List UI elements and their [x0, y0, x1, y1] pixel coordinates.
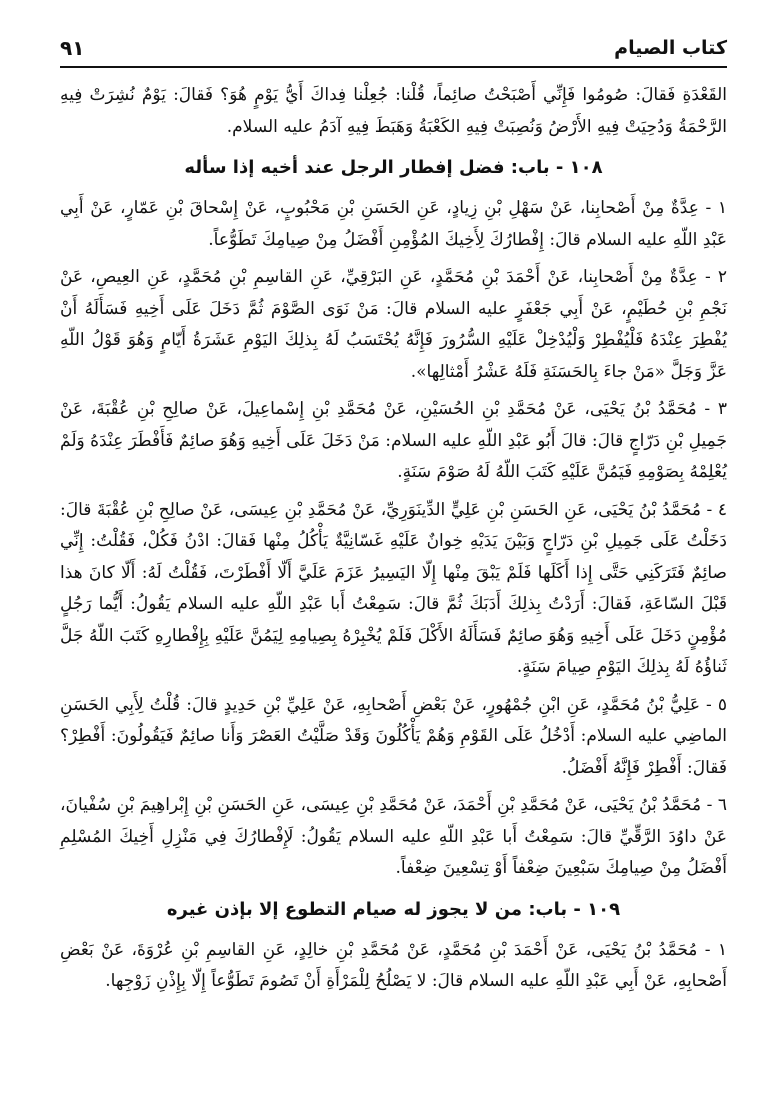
hadith-1: ١ - عِدَّةٌ مِنْ أَصْحابِنا، عَنْ سَهْلِ بْنِ زِيادٍ، عَنِ الحَسَنِ بْنِ مَحْبُوبٍ، عَنْ إِسْحاقَ بْنِ عَمّارٍ، عَنْ أَبِي عَبْدِ اللّهِ عليه السلام قالَ: إِفْطارُكَ لِأَخِيكَ المُؤْمِنِ أَفْضَلُ مِنْ صِيامِكَ تَطَوُّعاً. — [60, 198, 727, 250]
hadith-5: ٥ - عَلِيُّ بْنُ مُحَمَّدٍ، عَنِ ابْنِ جُمْهُورٍ، عَنْ بَعْضِ أَصْحابِهِ، عَنْ عَلِيِّ بْنِ حَدِيدٍ قالَ: قُلْتُ لِأَبِي الحَسَنِ الماضِي عليه السلام: أَدْخُلُ عَلَى القَوْمِ وَهُمْ يَأْكُلُونَ وَقَدْ صَلَّيْتُ العَصْرَ وَأَنا صائِمٌ فَيَقُولُونَ: أَفْطِرْ؟ فَقالَ: أَفْطِرْ فَإِنَّهُ أَفْضَلُ. — [60, 694, 727, 778]
hadith-3: ٣ - مُحَمَّدُ بْنُ يَحْيَى، عَنْ مُحَمَّدِ بْنِ الحُسَيْنِ، عَنْ مُحَمَّدِ بْنِ إِسْماعِيلَ، عَنْ صالِحِ بْنِ عُقْبَةَ، عَنْ جَمِيلِ بْنِ دَرّاجٍ قالَ: قالَ أَبُو عَبْدِ اللّهِ عليه السلام: مَنْ دَخَلَ عَلَى أَخِيهِ وَهُوَ صائِمٌ فَأَفْطَرَ عِنْدَهُ وَلَمْ يُعْلِمْهُ بِصَوْمِهِ فَيَمُنَّ عَلَيْهِ كَتَبَ اللّهُ لَهُ صَوْمَ سَنَةٍ. — [60, 399, 727, 482]
chapter-heading-108: ١٠٨ - باب: فضل إفطار الرجل عند أخيه إذا سأله — [184, 157, 603, 178]
chapter-heading-109: ١٠٩ - باب: من لا يجوز له صيام التطوع إلا بإذن غيره — [166, 898, 621, 920]
hadith-2: ٢ - عِدَّةٌ مِنْ أَصْحابِنا، عَنْ أَحْمَدَ بْنِ مُحَمَّدٍ، عَنِ البَرْقِيِّ، عَنِ القاسِمِ بْنِ مُحَمَّدٍ، عَنِ العِيصِ، عَنْ نَجْمِ بْنِ حُطَيْمٍ، عَنْ أَبِي جَعْفَرٍ عليه السلام قالَ: مَنْ نَوَى الصَّوْمَ ثُمَّ دَخَلَ عَلَى أَخِيهِ فَسَأَلَهُ أَنْ يُفْطِرَ عِنْدَهُ فَلْيُفْطِرْ وَلْيُدْخِلْ عَلَيْهِ السُّرُورَ فَإِنَّهُ يُحْتَسَبُ لَهُ بِذلِكَ اليَوْمِ عَشَرَةُ أَيّامٍ وَهُوَ قَوْلُ اللّهِ عَزَّ وَجَلَّ «مَنْ جاءَ بِالحَسَنَةِ فَلَهُ عَشْرُ أَمْثالِها». — [60, 267, 727, 382]
page-number: ٩١ — [60, 36, 85, 60]
intro-paragraph: القَعْدَةِ فَقالَ: صُومُوا فَإِنِّي أَصْبَحْتُ صائِماً، قُلْنا: جُعِلْنا فِداكَ أَيُّ يَوْمٍ هُوَ؟ فَقالَ: يَوْمٌ نُشِرَتْ فِيهِ الرَّحْمَةُ وَدُحِيَتْ فِيهِ الأَرْضُ وَنُصِبَتْ فِيهِ الكَعْبَةُ وَهَبَطَ فِيهِ آدَمُ عليه السلام. — [60, 85, 727, 137]
page-body — [60, 80, 727, 1004]
header-rule — [60, 66, 727, 68]
hadith-6: ٦ - مُحَمَّدُ بْنُ يَحْيَى، عَنْ مُحَمَّدِ بْنِ أَحْمَدَ، عَنْ مُحَمَّدِ بْنِ عِيسَى، عَنِ الحَسَنِ بْنِ إِبْراهِيمَ بْنِ سُفْيانَ، عَنْ داوُدَ الرَّقِّيِّ قالَ: سَمِعْتُ أَبا عَبْدِ اللّهِ عليه السلام يَقُولُ: لَإِفْطارُكَ فِي مَنْزِلِ أَخِيكَ المُسْلِمِ أَفْضَلُ مِنْ صِيامِكَ سَبْعِينَ ضِعْفاً أَوْ تِسْعِينَ ضِعْفاً. — [60, 795, 727, 878]
hadith-7: ١ - مُحَمَّدُ بْنُ يَحْيَى، عَنْ أَحْمَدَ بْنِ مُحَمَّدٍ، عَنْ مُحَمَّدِ بْنِ خالِدٍ، عَنِ القاسِمِ بْنِ عُرْوَةَ، عَنْ بَعْضِ أَصْحابِهِ، عَنْ أَبِي عَبْدِ اللّهِ عليه السلام قالَ: لا يَصْلُحُ لِلْمَرْأَةِ أَنْ تَصُومَ تَطَوُّعاً إِلّا بِإِذْنِ زَوْجِها. — [60, 939, 727, 991]
book-title: كتاب الصيام — [614, 37, 727, 59]
page-header — [60, 30, 727, 66]
hadith-4: ٤ - مُحَمَّدُ بْنُ يَحْيَى، عَنِ الحَسَنِ بْنِ عَلِيٍّ الدِّينَوَرِيِّ، عَنْ مُحَمَّدِ بْنِ عِيسَى، عَنْ صالِحِ بْنِ عُقْبَةَ قالَ: دَخَلْتُ عَلَى جَمِيلِ بْنِ دَرّاجٍ وَبَيْنَ يَدَيْهِ خِوانٌ عَلَيْهِ غَسّانِيَّةٌ يَأْكُلُ مِنْها فَقالَ: ادْنُ فَكُلْ، فَقُلْتُ: إِنِّي صائِمٌ فَتَرَكَنِي حَتَّى إِذا أَكَلَها فَلَمْ يَبْقَ مِنْها إِلّا اليَسِيرُ عَزَمَ عَلَيَّ أَلّا أَفْطَرْتَ، فَقُلْتُ لَهُ: أَلّا كانَ هذا قَبْلَ السّاعَةِ، فَقالَ: أَرَدْتُ بِذلِكَ أَدَبَكَ ثُمَّ قالَ: سَمِعْتُ أَبا عَبْدِ اللّهِ عليه السلام يَقُولُ: أَيُّما رَجُلٍ مُؤْمِنٍ دَخَلَ عَلَى أَخِيهِ وَهُوَ صائِمٌ فَسَأَلَهُ الأَكْلَ فَلَمْ يُخْبِرْهُ بِصِيامِهِ لِيَمُنَّ عَلَيْهِ بِإِفْطارِهِ كَتَبَ اللّهُ جَلَّ ثَناؤُهُ لَهُ بِذلِكَ اليَوْمِ صِيامَ سَنَةٍ. — [60, 499, 727, 677]
